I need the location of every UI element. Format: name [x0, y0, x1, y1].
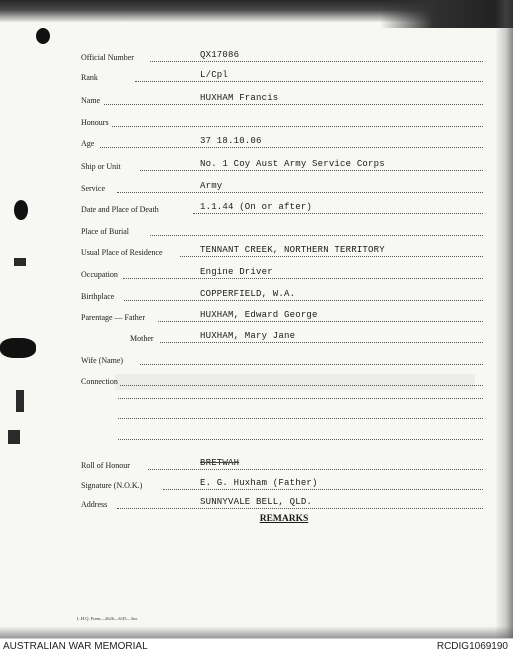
field-value: L/Cpl — [200, 70, 229, 80]
dotted-rule — [104, 104, 483, 105]
field-value: QX17086 — [200, 50, 240, 60]
field-value: COPPERFIELD, W.A. — [200, 289, 296, 299]
form-row — [0, 178, 513, 194]
footer-record-id: RCDIG1069190 — [436, 641, 508, 652]
field-value: HUXHAM Francis — [200, 93, 279, 103]
connection-blank-line — [118, 398, 483, 399]
field-label: Signature (N.O.K.) — [81, 481, 143, 490]
field-label: Official Number — [81, 53, 134, 62]
field-label: Date and Place of Death — [81, 205, 159, 214]
form-row — [0, 286, 513, 302]
dotted-rule — [117, 192, 483, 193]
dotted-rule — [158, 321, 483, 322]
dotted-rule — [123, 278, 483, 279]
field-label: Ship or Unit — [81, 162, 121, 171]
dotted-rule — [148, 469, 483, 470]
footer-bar — [0, 638, 513, 655]
field-label: Roll of Honour — [81, 461, 130, 470]
form-row — [0, 307, 513, 323]
form-row — [0, 112, 513, 128]
dotted-rule — [100, 147, 483, 148]
binding-mark — [16, 390, 24, 412]
scan-bottom-edge — [0, 626, 513, 638]
field-value: No. 1 Coy Aust Army Service Corps — [200, 159, 385, 169]
field-value: Engine Driver — [200, 267, 273, 277]
dotted-rule — [112, 126, 483, 127]
punch-hole-top — [36, 28, 50, 44]
dotted-rule — [150, 235, 483, 236]
field-value: E. G. Huxham (Father) — [200, 478, 318, 488]
field-label: Birthplace — [81, 292, 115, 301]
dotted-rule — [193, 213, 483, 214]
form-row — [0, 371, 513, 387]
form-row — [0, 328, 513, 344]
field-value: HUXHAM, Edward George — [200, 310, 318, 320]
field-value: SUNNYVALE BELL, QLD. — [200, 497, 313, 507]
form-row — [0, 264, 513, 280]
field-value: Army — [200, 181, 223, 191]
field-value: 37 18.10.06 — [200, 136, 262, 146]
form-row — [0, 133, 513, 149]
dotted-rule — [150, 61, 483, 62]
form-row — [0, 199, 513, 215]
field-value: TENNANT CREEK, NORTHERN TERRITORY — [200, 245, 385, 255]
field-label: Service — [81, 184, 105, 193]
field-value: 1.1.44 (On or after) — [200, 202, 313, 212]
field-label: Connection — [81, 377, 118, 386]
binding-mark — [8, 430, 20, 444]
field-label: Mother — [130, 334, 154, 343]
form-row — [0, 494, 513, 510]
footer-institution: AUSTRALIAN WAR MEMORIAL — [3, 641, 148, 652]
field-label: Place of Burial — [81, 227, 129, 236]
connection-blank-line — [118, 439, 483, 440]
field-label: Parentage — Father — [81, 313, 145, 322]
dotted-rule — [135, 81, 483, 82]
form-row — [0, 221, 513, 237]
form-row — [0, 90, 513, 106]
remarks-heading: REMARKS — [259, 514, 309, 524]
field-label: Usual Place of Residence — [81, 248, 163, 257]
field-value: BRETWAH — [200, 458, 240, 468]
field-label: Honours — [81, 118, 109, 127]
dotted-rule — [180, 256, 483, 257]
form-row — [0, 67, 513, 83]
form-row — [0, 350, 513, 366]
dotted-rule — [140, 364, 483, 365]
field-label: Address — [81, 500, 108, 509]
dotted-rule — [163, 489, 483, 490]
field-label: Age — [81, 139, 95, 148]
scan-top-edge — [0, 0, 513, 22]
form-row — [0, 47, 513, 63]
form-row — [0, 242, 513, 258]
dotted-rule — [140, 170, 483, 171]
field-label: Rank — [81, 73, 98, 82]
field-label: Wife (Name) — [81, 356, 124, 365]
form-row — [0, 156, 513, 172]
form-row — [0, 475, 513, 491]
field-value: HUXHAM, Mary Jane — [200, 331, 296, 341]
dotted-rule — [160, 342, 483, 343]
field-label: Occupation — [81, 270, 118, 279]
field-label: Name — [81, 96, 101, 105]
dotted-rule — [117, 508, 483, 509]
connection-blank-line — [118, 418, 483, 419]
dotted-rule — [124, 300, 483, 301]
form-row — [0, 455, 513, 471]
dotted-rule — [120, 385, 483, 386]
form-code: L.H.Q. Form—2626—6/45—3m. — [77, 616, 138, 621]
